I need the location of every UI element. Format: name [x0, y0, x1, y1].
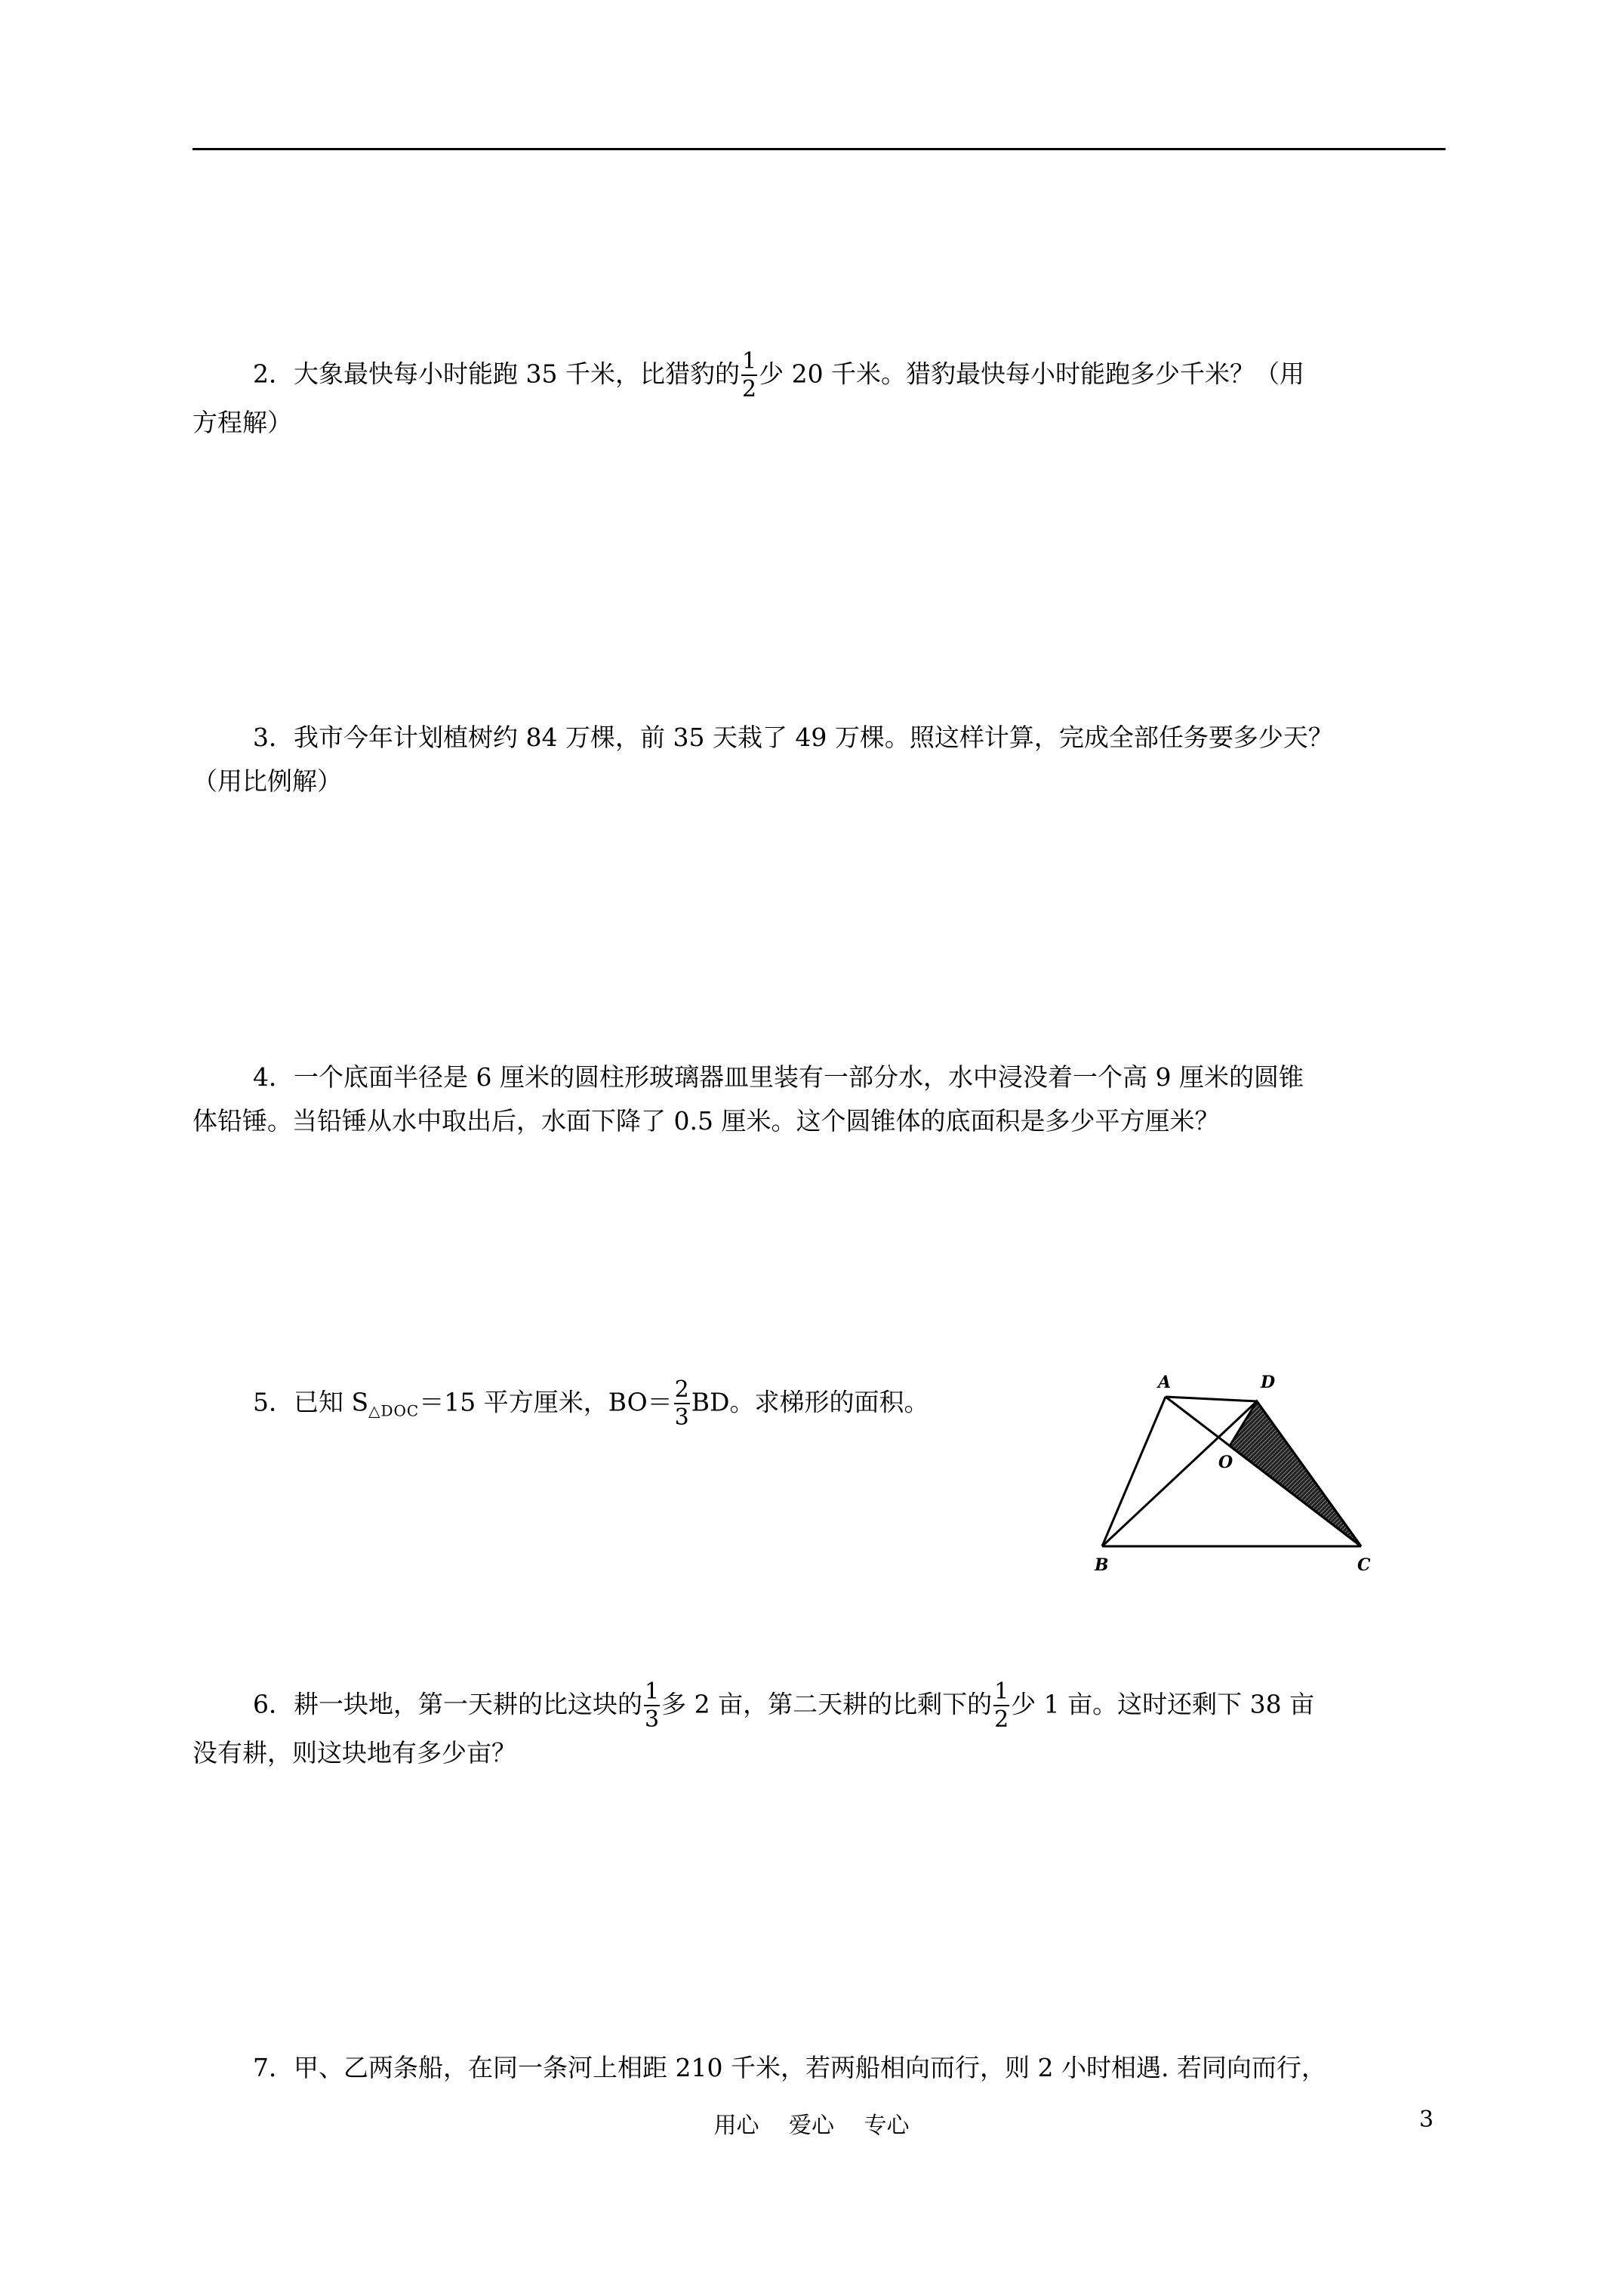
page-number: 3 [1419, 2106, 1434, 2133]
footer-motto: 用心 爱心 专心 [713, 2113, 910, 2139]
label-c: C [1357, 1555, 1371, 1573]
label-d: D [1261, 1373, 1276, 1392]
q2-text-b: 少 20 千米。猎豹最快每小时能跑多少千米？（用 [759, 359, 1305, 389]
q6-fraction-2 [993, 1678, 1009, 1733]
q5-fraction-numerator: 2 [674, 1376, 689, 1403]
q2-fraction-denominator: 2 [741, 376, 757, 402]
q6-fraction-1-denominator: 3 [645, 1706, 660, 1733]
q6-number: 6． [253, 1689, 294, 1719]
diagonal-bd [1102, 1401, 1257, 1546]
label-o: O [1218, 1453, 1233, 1472]
q4-text-a: 一个底面半径是 6 厘米的圆柱形玻璃器皿里装有一部分水，水中浸没着一个高 9 厘米的圆锥 [294, 1062, 1304, 1092]
question-4 [192, 1056, 1446, 1143]
q2-text-c: 方程解） [192, 408, 292, 437]
label-b: B [1095, 1555, 1109, 1573]
q6-text-b: 多 2 亩，第二天耕的比剩下的 [661, 1689, 993, 1719]
q7-number: 7． [253, 2053, 294, 2082]
question-5 [192, 1376, 1061, 1433]
q5-fraction-denominator: 3 [674, 1404, 689, 1431]
q5-number: 5． [253, 1387, 294, 1417]
q2-fraction [741, 350, 757, 401]
question-3 [192, 716, 1446, 803]
trapezoid-figure [1093, 1365, 1380, 1573]
q6-text-a: 耕一块地，第一天耕的比这块的 [294, 1689, 642, 1719]
q6-text-c: 少 1 亩。这时还剩下 38 亩 [1011, 1689, 1315, 1719]
q6-fraction-2-denominator: 2 [994, 1706, 1009, 1733]
question-7 [192, 2046, 1446, 2090]
question-6 [192, 1678, 1446, 1775]
q3-text-a: 我市今年计划植树约 84 万棵，前 35 天栽了 49 万棵。照这样计算，完成全部任务要多少天？ [294, 723, 1333, 752]
header-rule [192, 148, 1446, 150]
shaded-triangle-doc [1230, 1401, 1361, 1546]
q2-text-a: 大象最快每小时能跑 35 千米，比猎豹的 [294, 359, 740, 389]
question-2 [192, 350, 1446, 445]
q6-text-d: 没有耕，则这块地有多少亩？ [192, 1738, 516, 1767]
q5-text-b: ＝15 平方厘米，BO＝ [419, 1387, 673, 1417]
q7-text-a: 甲、乙两条船，在同一条河上相距 210 千米，若两船相向而行，则 2 小时相遇. 若同向而行， [294, 2053, 1326, 2082]
edge-ad [1166, 1397, 1257, 1401]
q3-text-b: （用比例解） [192, 766, 342, 796]
label-a: A [1158, 1373, 1172, 1392]
q6-fraction-1 [644, 1678, 660, 1733]
q5-fraction [674, 1376, 690, 1431]
q4-text-b: 体铅锤。当铅锤从水中取出后，水面下降了 0.5 厘米。这个圆锥体的底面积是多少平方厘米？ [192, 1106, 1220, 1136]
q2-number: 2． [253, 359, 294, 389]
q5-subscript: △DOC [368, 1401, 420, 1420]
q6-fraction-2-numerator: 1 [994, 1678, 1009, 1705]
edge-ab [1102, 1397, 1166, 1546]
q3-number: 3． [253, 723, 294, 752]
q6-fraction-1-numerator: 1 [645, 1678, 660, 1705]
q4-number: 4． [253, 1062, 294, 1092]
q5-text-a: 已知 S [294, 1387, 369, 1417]
q2-fraction-numerator: 1 [741, 348, 757, 374]
q5-text-c: BD。求梯形的面积。 [691, 1387, 929, 1417]
